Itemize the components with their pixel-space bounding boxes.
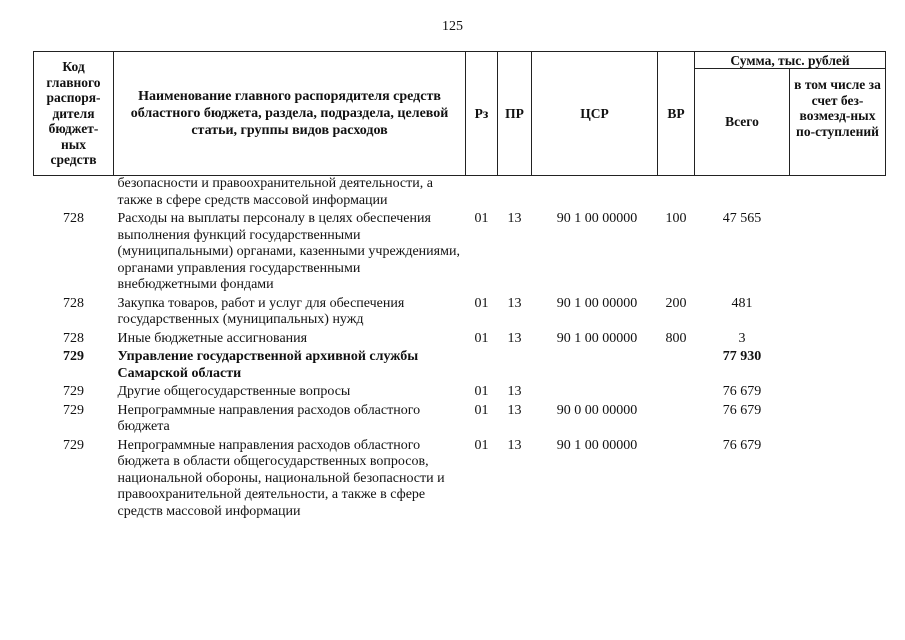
page-number: 125 — [442, 19, 463, 34]
header-csr: ЦСР — [532, 52, 658, 176]
row-pr — [498, 349, 532, 384]
row-vr: 800 — [665, 330, 687, 346]
row-rz: 01 — [474, 295, 489, 311]
row-csr: 90 0 00 00000 — [556, 402, 638, 418]
row-csr — [532, 384, 658, 403]
row-total: 76 679 — [722, 384, 762, 399]
row-vr — [658, 349, 695, 384]
row-name: Расходы на выплаты персоналу в целях обеспечения выполнения функций государственными (муниципальными) органами, казенными учреждениями, органами управления государственными внебюджетными фондами — [117, 211, 460, 292]
row-pr: 13 — [507, 384, 522, 399]
row-total — [695, 176, 790, 212]
row-total: 47 565 — [722, 211, 762, 226]
row-csr: 90 1 00 00000 — [556, 330, 638, 346]
row-code: 728 — [63, 330, 84, 346]
row-grants — [790, 403, 886, 438]
row-rz: 01 — [474, 384, 489, 399]
row-vr — [658, 176, 695, 212]
header-code: Код главного распоря-дителя бюджет-ных средств — [34, 52, 114, 176]
table-body — [34, 176, 886, 523]
row-name: Другие общегосударственные вопросы — [117, 384, 351, 399]
row-grants — [790, 384, 886, 403]
row-total: 481 — [731, 295, 753, 311]
row-code: 728 — [63, 211, 84, 226]
row-pr: 13 — [507, 295, 522, 311]
row-csr — [532, 349, 658, 384]
row-name: Закупка товаров, работ и услуг для обеспечения государственных (муниципальных) нужд — [117, 295, 405, 327]
row-rz: 01 — [474, 211, 489, 226]
row-name: Непрограммные направления расходов областного бюджета в области общегосударственных вопросов, национальной обороны, национальной безопасности и правоохранительной деятельности, а также в сфере средств массовой информации — [117, 437, 445, 519]
row-vr: 200 — [665, 295, 687, 311]
row-grants — [790, 438, 886, 523]
row-rz: 01 — [474, 402, 489, 418]
row-rz — [466, 349, 498, 384]
row-csr: 90 1 00 00000 — [556, 211, 638, 226]
header-sum: Сумма, тыс. рублей — [695, 52, 886, 69]
header-pr: ПР — [498, 52, 532, 176]
row-vr — [658, 403, 695, 438]
row-rz: 01 — [474, 330, 489, 346]
row-total: 76 679 — [722, 437, 762, 453]
table-row — [34, 211, 886, 296]
row-name: Непрограммные направления расходов областного бюджета — [117, 402, 421, 434]
row-name: безопасности и правоохранительной деятельности, а также в сфере средств массовой информации — [117, 176, 433, 208]
header-vr: ВР — [658, 52, 695, 176]
row-grants — [790, 296, 886, 331]
row-vr — [658, 438, 695, 523]
row-grants — [790, 211, 886, 296]
row-pr: 13 — [507, 330, 522, 346]
row-grants — [790, 349, 886, 384]
row-code: 729 — [63, 402, 84, 418]
row-pr: 13 — [507, 211, 522, 226]
row-grants — [790, 331, 886, 350]
row-code — [34, 176, 114, 212]
row-total: 77 930 — [722, 349, 762, 364]
row-name: Иные бюджетные ассигнования — [117, 330, 308, 346]
row-rz: 01 — [474, 437, 489, 453]
row-rz — [466, 176, 498, 212]
row-csr: 90 1 00 00000 — [556, 437, 638, 453]
row-code: 729 — [63, 349, 84, 364]
row-grants — [790, 176, 886, 212]
row-csr — [532, 176, 658, 212]
table-row — [34, 176, 886, 212]
row-pr: 13 — [507, 402, 522, 418]
table-row — [34, 331, 886, 350]
row-pr: 13 — [507, 437, 522, 453]
row-vr — [658, 384, 695, 403]
row-total: 76 679 — [722, 402, 762, 418]
row-pr — [498, 176, 532, 212]
table-header — [34, 52, 886, 176]
row-vr: 100 — [665, 211, 687, 226]
row-code: 729 — [63, 384, 84, 399]
header-rz: Рз — [466, 52, 498, 176]
header-name: Наименование главного распорядителя средств областного бюджета, раздела, подраздела, целевой статьи, группы видов расходов — [114, 52, 466, 176]
table-row — [34, 403, 886, 438]
row-code: 728 — [63, 295, 84, 311]
row-name: Управление государственной архивной службы Самарской области — [117, 349, 419, 381]
budget-table — [33, 51, 886, 522]
row-code: 729 — [63, 437, 84, 453]
table-row — [34, 438, 886, 523]
table-row — [34, 384, 886, 403]
header-total: Всего — [695, 69, 790, 176]
table-row — [34, 296, 886, 331]
row-csr: 90 1 00 00000 — [556, 295, 638, 311]
row-total: 3 — [738, 330, 746, 346]
table-row — [34, 349, 886, 384]
header-grants: в том числе за счет без-возмезд-ных по-ступлений — [790, 69, 886, 176]
